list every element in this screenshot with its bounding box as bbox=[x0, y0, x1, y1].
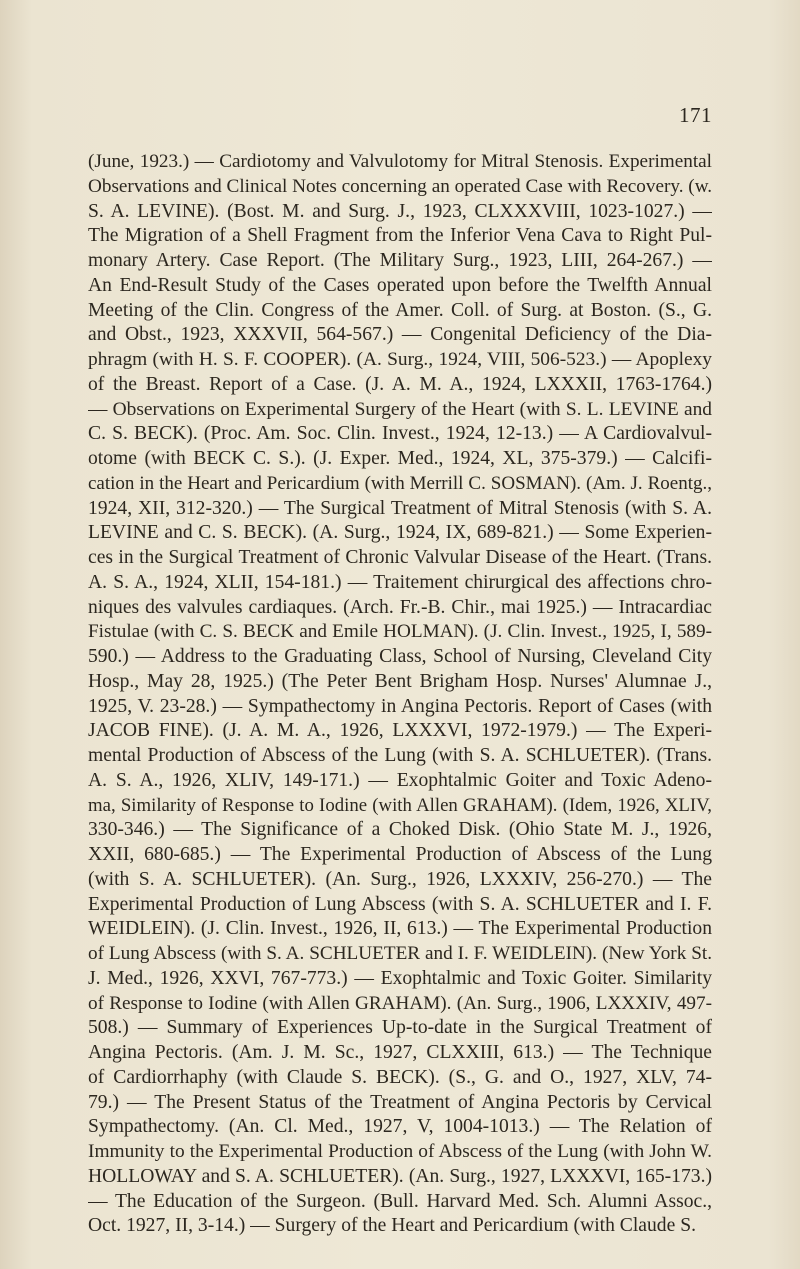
text-line: A. S. A., 1926, XLIV, 149-171.) — Exophtalmic Goiter and Toxic Adeno- bbox=[88, 769, 712, 791]
text-line: Immunity to the Experimental Production of Abscess of the Lung (with John W. bbox=[88, 1141, 712, 1162]
text-line: and Obst., 1923, XXXVII, 564-567.) — Congenital Deficiency of the Dia- bbox=[88, 324, 712, 346]
text-line: Meeting of the Clin. Congress of the Amer. Coll. of Surg. at Boston. (S., G. bbox=[88, 299, 712, 321]
text-line: Observations and Clinical Notes concerning an operated Case with Recovery. (w. bbox=[88, 175, 712, 197]
text-line: cation in the Heart and Pericardium (with Merrill C. SOSMAN). (Am. J. Roentg., bbox=[88, 472, 712, 494]
bibliography-text bbox=[88, 150, 712, 1239]
text-line: Angina Pectoris. (Am. J. M. Sc., 1927, CLXXIII, 613.) — The Technique bbox=[88, 1042, 712, 1063]
text-line: 330-346.) — The Significance of a Choked Disk. (Ohio State M. J., 1926, bbox=[88, 819, 712, 841]
text-line: mental Production of Abscess of the Lung (with S. A. SCHLUETER). (Trans. bbox=[88, 745, 712, 766]
text-line: of Response to Iodine (with Allen GRAHAM). (An. Surg., 1906, LXXXIV, 497- bbox=[88, 992, 712, 1014]
text-line: otome (with BECK C. S.). (J. Exper. Med., 1924, XL, 375-379.) — Calcifi- bbox=[88, 448, 712, 469]
text-line: of Lung Abscess (with S. A. SCHLUETER and I. F. WEIDLEIN). (New York St. bbox=[88, 943, 712, 964]
text-line: C. S. BECK). (Proc. Am. Soc. Clin. Invest., 1924, 12-13.) — A Cardiovalvul- bbox=[88, 423, 712, 445]
text-line: niques des valvules cardiaques. (Arch. Fr.-B. Chir., mai 1925.) — Intracardiac bbox=[88, 596, 712, 618]
text-line: — The Education of the Surgeon. (Bull. Harvard Med. Sch. Alumni Assoc., bbox=[88, 1190, 712, 1212]
text-line: Oct. 1927, II, 3-14.) — Surgery of the Heart and Pericardium (with Claude S. bbox=[88, 1215, 696, 1237]
text-line: 79.) — The Present Status of the Treatment of Angina Pectoris by Cervical bbox=[88, 1091, 712, 1113]
text-line: of the Breast. Report of a Case. (J. A. M. A., 1924, LXXXII, 1763-1764.) bbox=[88, 373, 712, 395]
text-line: J. Med., 1926, XXVI, 767-773.) — Exophtalmic and Toxic Goiter. Similarity bbox=[88, 967, 712, 989]
text-line: 1925, V. 23-28.) — Sympathectomy in Angina Pectoris. Report of Cases (with bbox=[88, 695, 712, 717]
text-line: phragm (with H. S. F. COOPER). (A. Surg., 1924, VIII, 506-523.) — Apoplexy bbox=[88, 349, 712, 370]
text-line: WEIDLEIN). (J. Clin. Invest., 1926, II, 613.) — The Experimental Production bbox=[88, 918, 712, 940]
text-line: LEVINE and C. S. BECK). (A. Surg., 1924, IX, 689-821.) — Some Experien- bbox=[88, 522, 712, 544]
text-line: Fistulae (with C. S. BECK and Emile HOLMAN). (J. Clin. Invest., 1925, I, 589- bbox=[88, 621, 712, 643]
text-line: 1924, XII, 312-320.) — The Surgical Treatment of Mitral Stenosis (with S. A. bbox=[88, 497, 712, 519]
text-line: of Cardiorrhaphy (with Claude S. BECK). (S., G. and O., 1927, XLV, 74- bbox=[88, 1066, 712, 1088]
text-line: (with S. A. SCHLUETER). (An. Surg., 1926, LXXXIV, 256-270.) — The bbox=[88, 868, 712, 890]
text-line: HOLLOWAY and S. A. SCHLUETER). (An. Surg., 1927, LXXXVI, 165-173.) bbox=[88, 1165, 712, 1187]
page-number: 171 bbox=[679, 103, 712, 127]
text-line: — Observations on Experimental Surgery of the Heart (with S. L. LEVINE and bbox=[88, 398, 712, 420]
text-line: ma, Similarity of Response to Iodine (with Allen GRAHAM). (Idem, 1926, XLIV, bbox=[88, 794, 712, 816]
text-line: 590.) — Address to the Graduating Class, School of Nursing, Cleveland City bbox=[88, 646, 712, 667]
text-line: S. A. LEVINE). (Bost. M. and Surg. J., 1923, CLXXXVIII, 1023-1027.) — bbox=[88, 200, 712, 222]
text-line: A. S. A., 1924, XLII, 154-181.) — Traitement chirurgical des affections chro- bbox=[88, 571, 712, 593]
text-line: JACOB FINE). (J. A. M. A., 1926, LXXXVI, 1972-1979.) — The Experi- bbox=[88, 720, 712, 742]
text-line: An End-Result Study of the Cases operated upon before the Twelfth Annual bbox=[88, 274, 712, 296]
text-line: Hosp., May 28, 1925.) (The Peter Bent Brigham Hosp. Nurses' Alumnae J., bbox=[88, 670, 712, 692]
text-line: 508.) — Summary of Experiences Up-to-date in the Surgical Treatment of bbox=[88, 1017, 712, 1039]
text-line: Sympathectomy. (An. Cl. Med., 1927, V, 1004-1013.) — The Relation of bbox=[88, 1116, 712, 1138]
text-line: monary Artery. Case Report. (The Military Surg., 1923, LIII, 264-267.) — bbox=[88, 250, 712, 271]
text-line: Experimental Production of Lung Abscess (with S. A. SCHLUETER and I. F. bbox=[88, 893, 712, 915]
text-line: ces in the Surgical Treatment of Chronic Valvular Disease of the Heart. (Trans. bbox=[88, 547, 712, 568]
text-line: XXII, 680-685.) — The Experimental Production of Abscess of the Lung bbox=[88, 844, 712, 865]
text-line: The Migration of a Shell Fragment from the Inferior Vena Cava to Right Pul- bbox=[88, 225, 712, 247]
text-line: (June, 1923.) — Cardiotomy and Valvulotomy for Mitral Stenosis. Experimental bbox=[88, 151, 712, 172]
